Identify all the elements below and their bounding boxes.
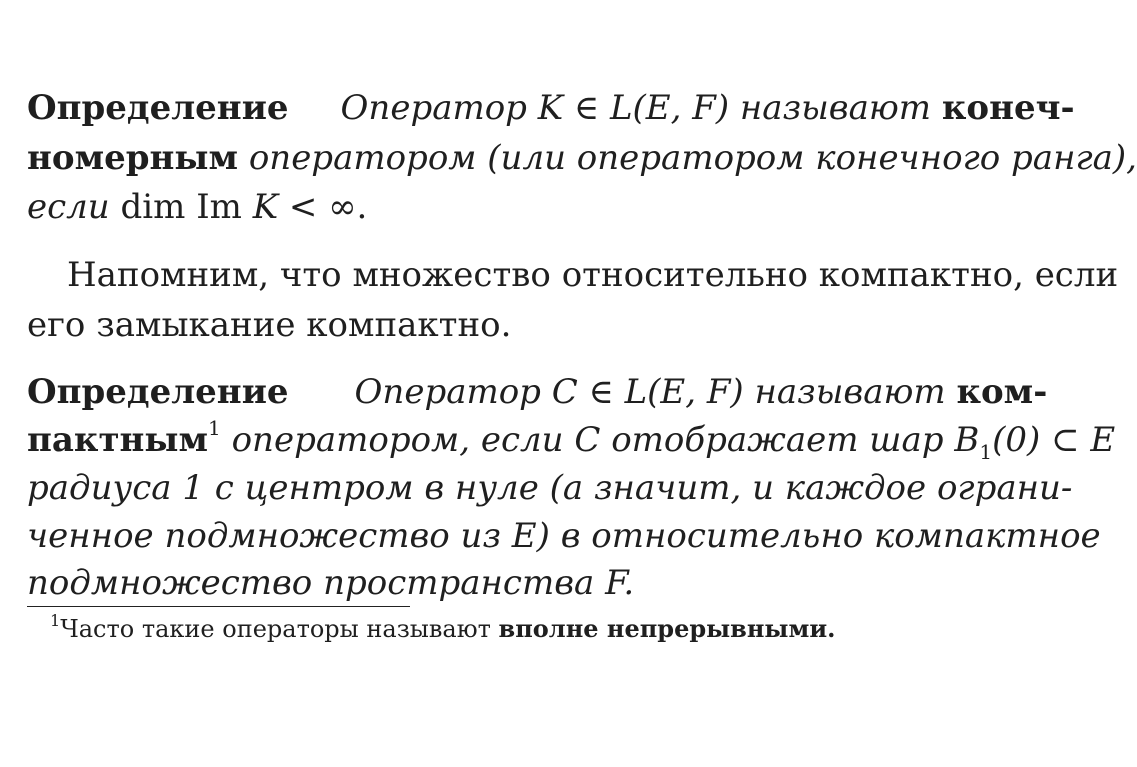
footnote-marker: 1: [208, 415, 221, 440]
definition-1-line-2: [27, 138, 1137, 178]
less-than-infinity: < ∞.: [278, 187, 368, 227]
definition-1-math: K ∈ L(E, F): [537, 88, 730, 128]
definition-1-term-part-1: конеч-: [941, 88, 1075, 128]
reminder-line-2: его замыкание компактно.: [27, 305, 512, 345]
definition-2-term-part-2: пактным: [27, 420, 209, 460]
ball-subset: (0) ⊂ E: [992, 420, 1116, 460]
definition-2-line-3: радиуса 1 с центром в нуле (а значит, и каждое ограни-: [27, 468, 1073, 508]
definition-1-text-2: называют: [729, 88, 942, 128]
footnote-divider: [27, 606, 410, 607]
footnote-text: Часто такие операторы называют: [60, 615, 499, 643]
definition-1-line-1: [27, 88, 1075, 128]
operator-k-symbol: K: [252, 187, 279, 227]
footnote-number: 1: [50, 611, 61, 630]
definition-2-line-5: подмножество пространства F.: [27, 563, 635, 603]
definition-1-line-3-text: если: [27, 187, 121, 227]
definition-1-line-3: [27, 187, 367, 227]
ball-radius-subscript: 1: [979, 439, 993, 464]
definition-1-term-part-2: номерным: [27, 138, 239, 178]
definition-2-line-1: [27, 372, 1047, 412]
definition-2-text-2: называют: [743, 372, 957, 412]
ball-symbol: B: [954, 420, 980, 460]
definition-1-heading: Определение: [27, 88, 289, 128]
definition-2-line-2: [27, 415, 1116, 464]
footnote-term: вполне непрерывными.: [498, 614, 836, 643]
dim-im-operator: dim Im: [120, 187, 253, 227]
definition-2-math: C ∈ L(E, F): [551, 372, 744, 412]
definition-2-text: Оператор: [354, 372, 552, 412]
definition-2-heading: Определение: [27, 372, 289, 412]
footnote: [50, 611, 836, 644]
definition-1-text: Оператор: [340, 88, 538, 128]
definition-2-term-part-1: ком-: [956, 372, 1048, 412]
definition-2-line-2-text: оператором, если: [220, 420, 575, 460]
reminder-line-1: Напомним, что множество относительно компактно, если: [67, 255, 1119, 295]
operator-c-symbol: C: [574, 420, 601, 460]
definition-1-line-2-text: оператором (или оператором конечного ранга),: [238, 138, 1137, 178]
definition-2-line-2-text-2: отображает шар: [600, 420, 955, 460]
definition-2-line-4: ченное подмножество из E) в относительно компактное: [27, 516, 1101, 556]
